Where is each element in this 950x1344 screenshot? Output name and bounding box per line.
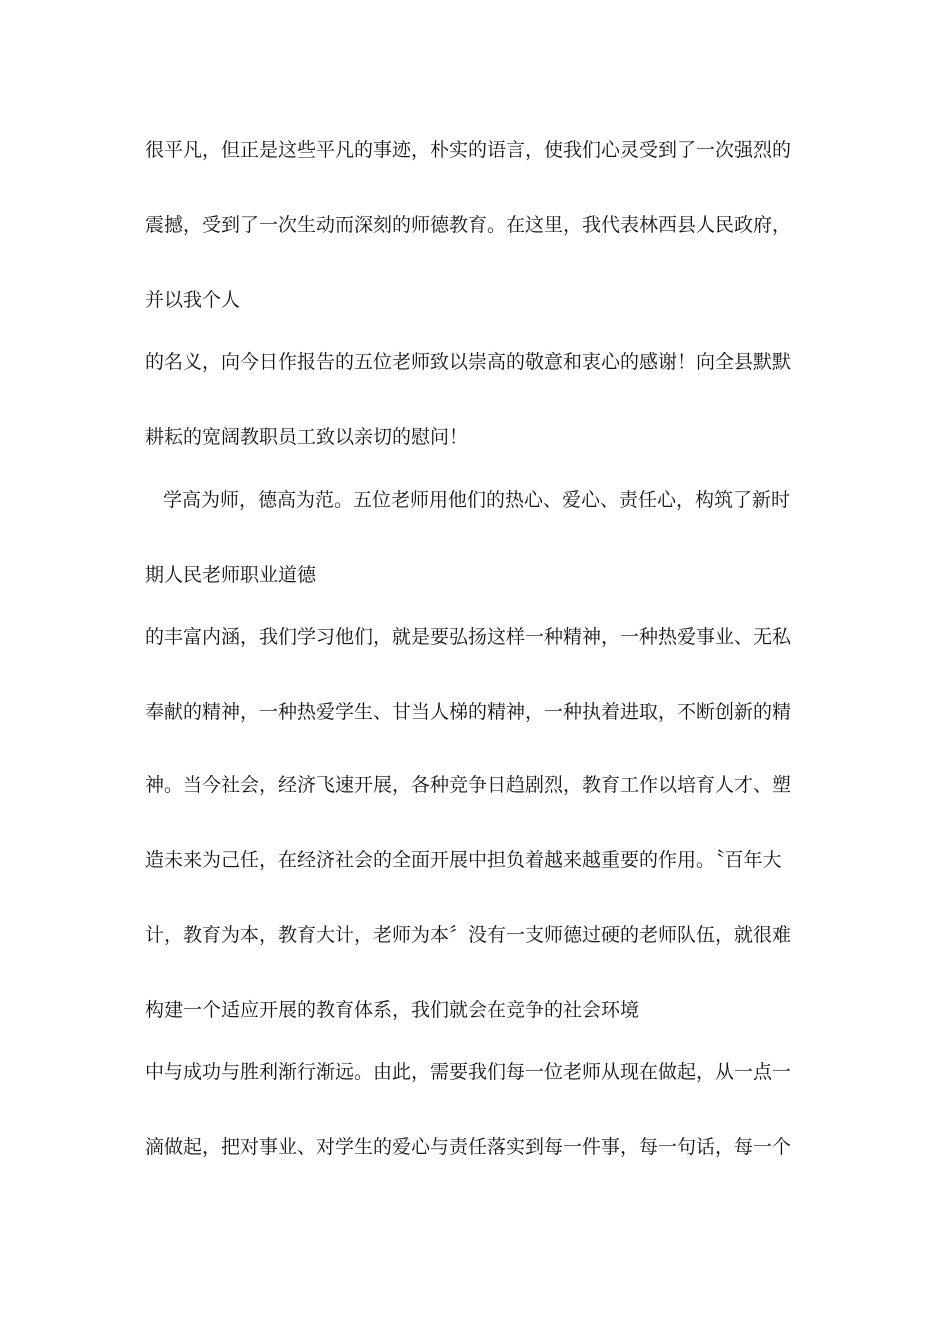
text-line-14: 中与成功与胜利渐行渐远。由此，需要我们每一位老师从现在做起，从一点一 — [145, 1061, 792, 1083]
text-line-4: 的名义，向今日作报告的五位老师致以崇高的敬意和衷心的感谢！向全县默默 — [145, 351, 792, 373]
text-line-3: 并以我个人 — [145, 289, 241, 311]
text-line-5: 耕耘的宽阔教职员工致以亲切的慰问！ — [145, 426, 469, 448]
text-line-15: 滴做起，把对事业、对学生的爱心与责任落实到每一件事，每一句话，每一个 — [145, 1136, 792, 1158]
text-line-11: 造未来为己任，在经济社会的全面开展中担负着越来越重要的作用。〝百年大 — [145, 849, 782, 871]
text-line-8: 的丰富内涵，我们学习他们，就是要弘扬这样一种精神，一种热爱事业、无私 — [145, 626, 792, 648]
text-line-10: 神。当今社会，经济飞速开展，各种竞争日趋剧烈，教育工作以培育人才、塑 — [145, 774, 792, 796]
text-line-6: 学高为师，德高为范。五位老师用他们的热心、爱心、责任心，构筑了新时 — [163, 489, 791, 511]
text-line-13: 构建一个适应开展的教育体系，我们就会在竞争的社会环境 — [145, 999, 640, 1021]
text-line-7: 期人民老师职业道德 — [145, 564, 317, 586]
text-line-9: 奉献的精神，一种热爱学生、甘当人梯的精神，一种执着进取，不断创新的精 — [145, 701, 792, 723]
text-line-2: 震撼，受到了一次生动而深刻的师德教育。在这里，我代表林西县人民政府， — [145, 214, 792, 236]
text-line-1: 很平凡，但正是这些平凡的事迹，朴实的语言，使我们心灵受到了一次强烈的 — [145, 139, 792, 161]
text-line-12: 计，教育为本，教育大计，老师为本〞没有一支师德过硬的老师队伍，就很难 — [145, 924, 792, 946]
